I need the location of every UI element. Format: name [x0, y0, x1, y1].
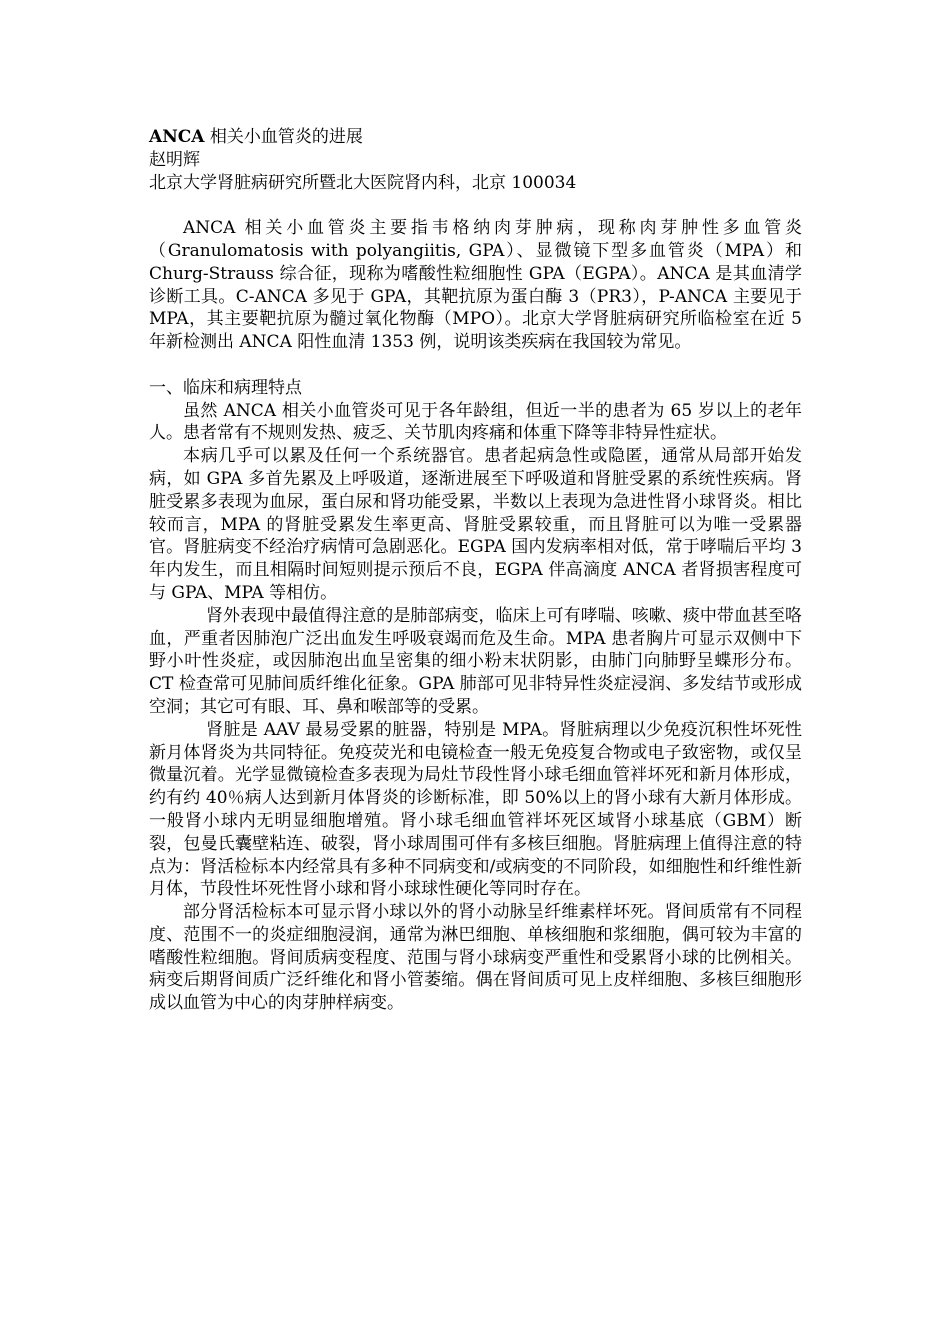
body-paragraph: 虽然 ANCA 相关小血管炎可见于各年龄组，但近一半的患者为 65 岁以上的老年人。患者常有不规则发热、疲乏、关节肌肉疼痛和体重下降等非特异性症状。 — [149, 400, 802, 444]
blank-line — [149, 194, 802, 217]
document-title — [149, 126, 802, 149]
intro-paragraph: ANCA 相关小血管炎主要指韦格纳肉芽肿病，现称肉芽肿性多血管炎（Granulomatosis with polyangiitis, GPA）、显微镜下型多血管炎（MPA）和 Churg-Strauss 综合征，现称为嗜酸性粒细胞性 GPA（EGPA）。ANCA 是其血清学诊断工具。C-ANCA 多见于 GPA，其靶抗原为蛋白酶 3（PR3），P-ANCA 主要见于 MPA，其主要靶抗原为髓过氧化物酶（MPO）。北京大学肾脏病研究所临检室在近 5 年新检测出 ANCA 阳性血清 1353 例，说明该类疾病在我国较为常见。 — [149, 218, 802, 353]
body-paragraph: 部分肾活检标本可显示肾小球以外的肾小动脉呈纤维素样坏死。肾间质常有不同程度、范围不一的炎症细胞浸润，通常为淋巴细胞、单核细胞和浆细胞，偶可较为丰富的嗜酸性粒细胞。肾间质病变程度、范围与肾小球病变严重性和受累肾小球的比例相关。病变后期肾间质广泛纤维化和肾小管萎缩。偶在肾间质可见上皮样细胞、多核巨细胞形成以血管为中心的肉芽肿样病变。 — [149, 902, 802, 1014]
section-heading: 一、临床和病理特点 — [149, 377, 302, 398]
title-text: 相关小血管炎的进展 — [209, 127, 363, 147]
author-affiliation: 北京大学肾脏病研究所暨北大医院肾内科，北京 100034 — [149, 172, 577, 193]
body-paragraph: 肾脏是 AAV 最易受累的脏器，特别是 MPA。肾脏病理以少免疫沉积性坏死性新月体肾炎为共同特征。免疫荧光和电镜检查一般无免疫复合物或电子致密物，或仅呈微量沉着。光学显微镜检查多表现为局灶节段性肾小球毛细血管袢坏死和新月体形成，约有约 40％病人达到新月体肾炎的诊断标准，即 50%以上的肾小球有大新月体形成。一般肾小球内无明显细胞增殖。肾小球毛细血管袢坏死区域肾小球基底（GBM）断裂，包曼氏囊壁粘连、破裂，肾小球周围可伴有多核巨细胞。肾脏病理上值得注意的特点为：肾活检标本内经常具有多种不同病变和/或病变的不同阶段，如细胞性和纤维性新月体，节段性坏死性肾小球和肾小球球性硬化等同时存在。 — [149, 719, 802, 900]
blank-line — [149, 354, 802, 377]
body-paragraph: 肾外表现中最值得注意的是肺部病变，临床上可有哮喘、咳嗽、痰中带血甚至咯血，严重者因肺泡广泛出血发生呼吸衰竭而危及生命。MPA 患者胸片可显示双侧中下野小叶性炎症，或因肺泡出血呈密集的细小粉末状阴影，由肺门向肺野呈蝶形分布。CT 检查常可见肺间质纤维化征象。GPA 肺部可见非特异性炎症浸润、多发结节或形成空洞；其它可有眼、耳、鼻和喉部等的受累。 — [149, 605, 802, 717]
title-acronym: ANCA — [149, 127, 205, 147]
body-paragraph: 本病几乎可以累及任何一个系统器官。患者起病急性或隐匿，通常从局部开始发病，如 GPA 多首先累及上呼吸道，逐渐进展至下呼吸道和肾脏受累的系统性疾病。肾脏受累多表现为血尿，蛋白尿和肾功能受累，半数以上表现为急进性肾小球肾炎。相比较而言，MPA 的肾脏受累发生率更高、肾脏受累较重，而且肾脏可以为唯一受累器官。肾脏病变不经治疗病情可急剧恶化。EGPA 国内发病率相对低，常于哮喘后平均 3 年内发生，而且相隔时间短则提示预后不良，EGPA 伴高滴度 ANCA 者肾损害程度可与 GPA、MPA 等相仿。 — [149, 446, 802, 603]
document-page — [149, 126, 802, 1015]
author-name: 赵明辉 — [149, 149, 200, 170]
